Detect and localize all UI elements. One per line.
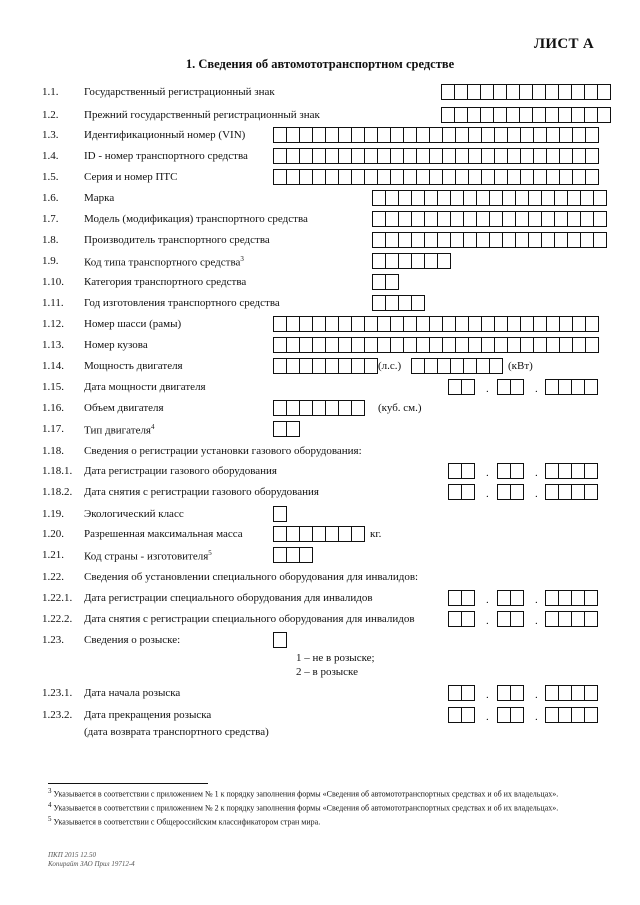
- row-label: Сведения об установлении специального оборудования для инвалидов:: [84, 571, 419, 583]
- date-day-boxes[interactable]: [448, 484, 475, 499]
- date-month-boxes[interactable]: [497, 611, 524, 626]
- row-number: 1.15.: [42, 381, 64, 393]
- row-label: Дата мощности двигателя: [84, 381, 206, 393]
- row-number: 1.18.: [42, 445, 64, 457]
- category-boxes[interactable]: [372, 274, 399, 289]
- row-label: Дата регистрации газового оборудования: [84, 465, 277, 477]
- date-year-boxes[interactable]: [545, 463, 598, 478]
- row-number: 1.1.: [42, 86, 59, 98]
- row-number: 1.8.: [42, 234, 59, 246]
- date-month-boxes[interactable]: [497, 590, 524, 605]
- row-number: 1.22.1.: [42, 592, 73, 604]
- date-year-boxes[interactable]: [545, 484, 598, 499]
- row-number: 1.21.: [42, 549, 64, 561]
- row-label: Дата снятия с регистрации газового оборудования: [84, 486, 319, 498]
- eco-class-box[interactable]: [273, 506, 287, 521]
- engine-type-boxes[interactable]: [273, 421, 300, 436]
- row-label: Модель (модификация) транспортного средства: [84, 213, 308, 225]
- power-hp-boxes[interactable]: [273, 358, 378, 373]
- row-label: Сведения о розыске:: [84, 634, 181, 646]
- page-title: 1. Сведения об автомототранспортном средстве: [185, 57, 455, 71]
- row-number: 1.11.: [42, 297, 64, 309]
- footnote: $^4$ Указывается в соответствии с приложением № 2 к порядку заполнения формы «Сведения об автомототранспортных средствах и об их владельцах».: [48, 801, 559, 813]
- row-label: Экологический класс: [84, 508, 184, 520]
- row-label: Номер шасси (рамы): [84, 318, 182, 330]
- row-label: Дата регистрации специального оборудования для инвалидов: [84, 592, 373, 604]
- row-label: Государственный регистрационный знак: [84, 86, 275, 98]
- row-number: 1.13.: [42, 339, 64, 351]
- footnote: $^5$ Указывается в соответствии с Общероссийским классификатором стран мира.: [48, 815, 321, 827]
- row-number: 1.10.: [42, 276, 64, 288]
- row-sublabel: (дата возврата транспортного средства): [84, 726, 269, 738]
- power-kw-boxes[interactable]: [411, 358, 503, 373]
- row-label: Код типа транспортного средства$^3$: [84, 255, 244, 269]
- reg-plate-boxes[interactable]: [441, 84, 611, 99]
- date-month-boxes[interactable]: [497, 685, 524, 700]
- footnote-ref: 5: [208, 549, 212, 557]
- prev-reg-plate-boxes[interactable]: [441, 107, 611, 122]
- row-label: Код страны - изготовителя$^5$: [84, 549, 212, 563]
- row-number: 1.22.: [42, 571, 64, 583]
- hp-unit-label: (л.с.): [378, 360, 402, 372]
- date-day-boxes[interactable]: [448, 707, 475, 722]
- row-number: 1.7.: [42, 213, 59, 225]
- mass-unit-label: кг.: [370, 528, 382, 540]
- kw-unit-label: (кВт): [508, 360, 533, 372]
- row-number: 1.22.2.: [42, 613, 73, 625]
- date-month-boxes[interactable]: [497, 463, 524, 478]
- row-number: 1.23.: [42, 634, 64, 646]
- model-boxes[interactable]: [372, 211, 607, 226]
- row-number: 1.3.: [42, 129, 59, 141]
- row-label: Номер кузова: [84, 339, 148, 351]
- row-label: Сведения о регистрации установки газового оборудования:: [84, 445, 362, 457]
- row-number: 1.6.: [42, 192, 59, 204]
- row-label: Идентификационный номер (VIN): [84, 129, 246, 141]
- row-number: 1.2.: [42, 109, 59, 121]
- pts-boxes[interactable]: [273, 169, 599, 184]
- row-number: 1.12.: [42, 318, 64, 330]
- search-option: 2 – в розыске: [296, 666, 359, 678]
- country-code-boxes[interactable]: [273, 547, 313, 562]
- row-label: Марка: [84, 192, 115, 204]
- date-day-boxes[interactable]: [448, 685, 475, 700]
- id-number-boxes[interactable]: [273, 148, 599, 163]
- row-number: 1.18.1.: [42, 465, 73, 477]
- search-option: 1 – не в розыске;: [296, 652, 375, 664]
- footnote-divider: [48, 783, 208, 784]
- date-day-boxes[interactable]: [448, 463, 475, 478]
- search-options: [296, 651, 375, 679]
- row-label: Мощность двигателя: [84, 360, 183, 372]
- volume-unit-label: (куб. см.): [378, 402, 422, 414]
- row-number: 1.4.: [42, 150, 59, 162]
- row-number: 1.16.: [42, 402, 64, 414]
- date-day-boxes[interactable]: [448, 611, 475, 626]
- row-number: 1.5.: [42, 171, 59, 183]
- row-label: Производитель транспортного средства: [84, 234, 270, 246]
- date-year-boxes[interactable]: [545, 707, 598, 722]
- row-label: Дата начала розыска: [84, 687, 181, 699]
- row-label: Дата снятия с регистрации специального оборудования для инвалидов: [84, 613, 415, 625]
- row-label: Серия и номер ПТС: [84, 171, 178, 183]
- vin-boxes[interactable]: [273, 127, 599, 142]
- search-status-box[interactable]: [273, 632, 287, 647]
- row-number: 1.23.1.: [42, 687, 73, 699]
- date-year-boxes[interactable]: [545, 611, 598, 626]
- footnote: $^3$ Указывается в соответствии с приложением № 1 к порядку заполнения формы «Сведения об автомототранспортных средствах и об их владельцах».: [48, 787, 559, 799]
- row-number: 1.14.: [42, 360, 64, 372]
- chassis-boxes[interactable]: [273, 316, 599, 331]
- row-label: Год изготовления транспортного средства: [84, 297, 280, 309]
- row-number: 1.18.2.: [42, 486, 73, 498]
- footnote-ref: 3: [240, 255, 244, 263]
- year-boxes[interactable]: [372, 295, 425, 310]
- row-label: Объем двигателя: [84, 402, 164, 414]
- print-stamp: ПКП 2015 12.50: [48, 851, 97, 859]
- footnote-ref: 4: [151, 423, 155, 431]
- row-number: 1.19.: [42, 508, 64, 520]
- date-month-boxes[interactable]: [497, 707, 524, 722]
- row-label: Дата прекращения розыска: [84, 709, 212, 721]
- date-day-boxes[interactable]: [448, 379, 475, 394]
- row-label: ID - номер транспортного средства: [84, 150, 248, 162]
- max-mass-boxes[interactable]: [273, 526, 365, 541]
- date-month-boxes[interactable]: [497, 484, 524, 499]
- sheet-label: ЛИСТ А: [533, 36, 594, 52]
- volume-boxes[interactable]: [273, 400, 365, 415]
- print-stamp: Копирайт ЗАО Прил 19712-4: [48, 860, 135, 868]
- manufacturer-boxes[interactable]: [372, 232, 607, 247]
- row-label: Тип двигателя$^4$: [84, 423, 155, 437]
- footnotes: [48, 786, 596, 828]
- date-year-boxes[interactable]: [545, 590, 598, 605]
- body-number-boxes[interactable]: [273, 337, 599, 352]
- date-year-boxes[interactable]: [545, 685, 598, 700]
- row-label: Разрешенная максимальная масса: [84, 528, 243, 540]
- vehicle-type-code-boxes[interactable]: [372, 253, 451, 268]
- row-number: 1.17.: [42, 423, 64, 435]
- date-month-boxes[interactable]: [497, 379, 524, 394]
- date-year-boxes[interactable]: [545, 379, 598, 394]
- date-day-boxes[interactable]: [448, 590, 475, 605]
- row-number: 1.23.2.: [42, 709, 73, 721]
- row-number: 1.20.: [42, 528, 64, 540]
- row-label: Категория транспортного средства: [84, 276, 247, 288]
- row-number: 1.9.: [42, 255, 59, 267]
- row-label: Прежний государственный регистрационный знак: [84, 109, 320, 121]
- brand-boxes[interactable]: [372, 190, 607, 205]
